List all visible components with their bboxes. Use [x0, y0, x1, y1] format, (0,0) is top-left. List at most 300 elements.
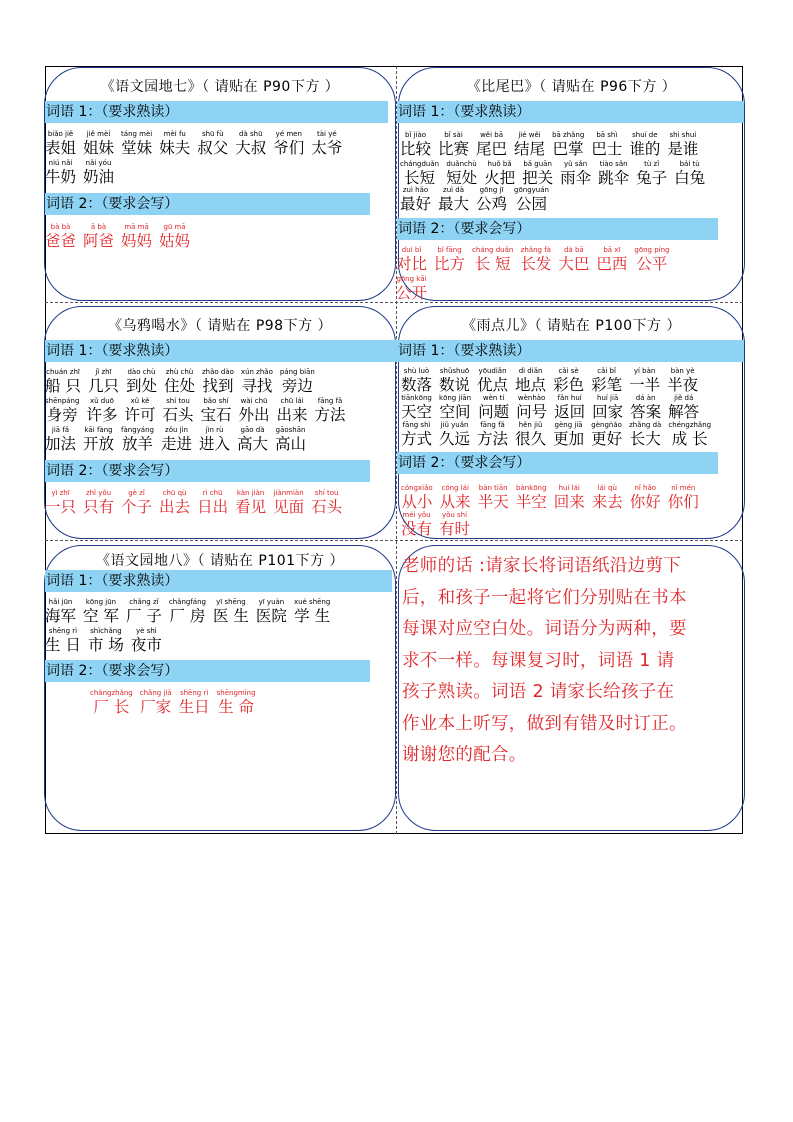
word-pinyin: chū lái: [280, 397, 304, 405]
word-item: [140, 689, 172, 719]
word-item: [560, 160, 591, 190]
word-pinyin: bànkōng: [516, 484, 547, 492]
word-pinyin: fāng fǎ: [480, 421, 505, 429]
word-item: [197, 130, 228, 160]
words1-heading: 词语 1：（要求熟读）: [45, 101, 388, 123]
word-pinyin: táng mèi: [121, 130, 153, 138]
note-line: 孩子熟读。词语 2 请家长给孩子在: [402, 682, 675, 702]
word-item: [554, 394, 585, 424]
word-pinyin: shí tou: [166, 397, 190, 405]
word-hanzi: 高大: [237, 435, 269, 453]
word-hanzi: 彩色: [553, 376, 585, 394]
word-pinyin: jǐ zhī: [95, 368, 112, 376]
word-item: [591, 131, 622, 161]
word-item: [121, 489, 152, 519]
word-pinyin: bā zhǎng: [552, 131, 585, 139]
word-hanzi: 把关: [522, 169, 554, 187]
word-hanzi: 加法: [45, 435, 77, 453]
word-item: [558, 246, 589, 276]
word-pinyin: yí bàn: [633, 367, 656, 375]
word-item: [552, 131, 584, 161]
card-title: 《雨点儿》（ 请贴在 P100下方 ）: [461, 318, 681, 334]
word-row: [45, 368, 322, 398]
word-pinyin: zhǎo dào: [201, 368, 234, 376]
word-pinyin: zhù chù: [165, 368, 194, 376]
word-hanzi: 爷们: [273, 139, 305, 157]
word-pinyin: gèng jiā: [554, 421, 583, 429]
word-hanzi: 到处: [125, 377, 157, 395]
word-hanzi: 姑妈: [159, 232, 191, 250]
note-line: 后，和孩子一起将它们分别贴在书本: [402, 587, 687, 608]
word-pinyin: zhǎng dà: [629, 421, 662, 429]
word-item: [45, 223, 76, 253]
word-hanzi: 石头: [311, 498, 343, 516]
word-hanzi: 外出: [238, 406, 270, 424]
word-hanzi: 谁的: [629, 140, 661, 158]
word-item: [161, 426, 192, 456]
word-hanzi: 结尾: [514, 140, 546, 158]
word-item: [126, 368, 157, 398]
word-item: [45, 130, 76, 160]
word-hanzi: 姐妹: [83, 139, 115, 157]
word-hanzi: 方法: [477, 430, 509, 448]
word-item: [401, 484, 433, 514]
word-hanzi: 一只: [45, 498, 77, 516]
word-pinyin: bā xī: [603, 246, 621, 254]
word-item: [256, 598, 287, 628]
word-hanzi: 堂妹: [121, 139, 153, 157]
word-item: [83, 223, 114, 253]
word-hanzi: 返回: [554, 403, 586, 421]
word-hanzi: 问题: [478, 403, 510, 421]
word-hanzi: 船 只: [45, 377, 81, 395]
word-item: [294, 598, 330, 628]
word-pinyin: kàn jiàn: [236, 489, 265, 497]
word-item: [45, 627, 81, 657]
words2-heading: 词语 2：（要求会写）: [397, 218, 718, 240]
word-pinyin: mā mā: [124, 223, 149, 231]
word-pinyin: cóng lái: [441, 484, 469, 492]
word-hanzi: 天空: [401, 403, 433, 421]
word-pinyin: yī shēng: [216, 598, 246, 606]
word-item: [439, 511, 470, 541]
word-row: [396, 275, 434, 305]
word-row: [45, 627, 169, 657]
word-item: [121, 130, 152, 160]
word-item: [239, 397, 270, 427]
word-pinyin: jié wěi: [518, 131, 541, 139]
word-row: [401, 367, 705, 397]
words2-heading: 词语 2：（要求会写）: [45, 660, 370, 682]
word-item: [396, 246, 427, 276]
word-pinyin: dá àn: [635, 394, 656, 402]
word-item: [90, 689, 133, 719]
word-pinyin: yōudiǎn: [478, 367, 507, 375]
word-hanzi: 尾巴: [476, 140, 508, 158]
word-pinyin: gōng píng: [634, 246, 670, 254]
word-hanzi: 厂家: [140, 698, 172, 716]
word-pinyin: shí tou: [314, 489, 339, 497]
word-hanzi: 放羊: [122, 435, 154, 453]
word-pinyin: méi yǒu: [402, 511, 431, 519]
word-pinyin: cǎi sè: [558, 367, 579, 375]
word-hanzi: 个子: [121, 498, 153, 516]
word-pinyin: jìn rù: [205, 426, 224, 434]
word-item: [514, 186, 549, 216]
word-hanzi: 比方: [434, 255, 466, 273]
word-item: [45, 159, 76, 189]
word-pinyin: zuì dà: [443, 186, 465, 194]
word-pinyin: kāi fàng: [84, 426, 113, 434]
word-item: [88, 368, 119, 398]
word-row: [90, 689, 263, 719]
word-row: [400, 186, 556, 216]
word-item: [88, 627, 124, 657]
word-item: [83, 489, 114, 519]
word-pinyin: lái qù: [597, 484, 617, 492]
word-item: [86, 397, 117, 427]
word-hanzi: 进入: [199, 435, 231, 453]
word-item: [553, 421, 584, 451]
word-hanzi: 来去: [591, 493, 623, 511]
word-pinyin: tài yé: [316, 130, 337, 138]
words1-heading: 词语 1：（要求熟读）: [397, 101, 744, 123]
word-hanzi: 医 生: [212, 607, 249, 625]
word-pinyin: chǎngzhǎng: [90, 689, 133, 697]
word-hanzi: 许可: [124, 406, 156, 424]
word-pinyin: gāoshān: [275, 426, 306, 434]
word-item: [553, 367, 584, 397]
word-row: [401, 484, 706, 514]
word-item: [126, 598, 162, 628]
word-pinyin: ā bà: [90, 223, 107, 231]
word-row: [45, 598, 337, 628]
word-pinyin: yì zhī: [51, 489, 70, 497]
word-pinyin: duì bǐ: [401, 246, 422, 254]
word-hanzi: 巴掌: [552, 140, 584, 158]
word-hanzi: 地点: [515, 376, 547, 394]
vertical-cut-line: [396, 66, 397, 834]
word-pinyin: hěn jiǔ: [518, 421, 543, 429]
word-pinyin: gāo dà: [240, 426, 265, 434]
word-item: [668, 394, 699, 424]
word-hanzi: 几只: [87, 377, 119, 395]
word-hanzi: 空 军: [83, 607, 119, 625]
word-item: [162, 397, 193, 427]
word-item: [311, 130, 342, 160]
word-item: [591, 367, 622, 397]
word-pinyin: bǐ sài: [444, 131, 463, 139]
word-item: [164, 368, 195, 398]
word-hanzi: 大叔: [235, 139, 267, 157]
word-item: [636, 160, 667, 190]
word-pinyin: rì chū: [202, 489, 223, 497]
word-pinyin: shù luò: [403, 367, 430, 375]
word-hanzi: 公开: [396, 284, 428, 302]
word-hanzi: 妈妈: [121, 232, 153, 250]
word-item: [630, 484, 661, 514]
word-item: [434, 246, 465, 276]
word-hanzi: 数说: [439, 376, 471, 394]
word-pinyin: bà bà: [50, 223, 71, 231]
word-pinyin: bái tù: [679, 160, 700, 168]
word-hanzi: 问号: [516, 403, 548, 421]
word-pinyin: bǎ guān: [523, 160, 552, 168]
word-hanzi: 出来: [276, 406, 308, 424]
word-hanzi: 阿爸: [83, 232, 115, 250]
word-pinyin: gōngyuán: [514, 186, 549, 194]
word-hanzi: 公鸡: [476, 195, 508, 213]
word-pinyin: chángduǎn: [400, 160, 440, 168]
word-hanzi: 高山: [275, 435, 307, 453]
word-pinyin: shì shuí: [669, 131, 697, 139]
word-hanzi: 大巴: [558, 255, 590, 273]
word-hanzi: 你好: [629, 493, 661, 511]
card-title: 《比尾巴》（ 请贴在 P96下方 ）: [466, 79, 677, 95]
word-pinyin: xǔ duō: [89, 397, 114, 405]
word-hanzi: 比较: [400, 140, 432, 158]
word-pinyin: shǔshuō: [439, 367, 470, 375]
word-item: [199, 426, 230, 456]
word-row: [45, 130, 349, 160]
word-hanzi: 雨伞: [560, 169, 592, 187]
word-hanzi: 你们: [667, 493, 699, 511]
word-hanzi: 奶油: [83, 168, 115, 186]
word-pinyin: gèngǹǎo: [591, 421, 622, 429]
word-item: [202, 368, 234, 398]
word-pinyin: zhǎng fà: [520, 246, 551, 254]
word-item: [592, 394, 623, 424]
word-item: [213, 598, 249, 628]
word-pinyin: jiā fǎ: [51, 426, 70, 434]
word-hanzi: 最好: [400, 195, 432, 213]
word-item: [629, 421, 661, 451]
word-pinyin: wěi bā: [480, 131, 503, 139]
word-item: [472, 246, 513, 276]
word-row: [45, 397, 353, 427]
word-hanzi: 更加: [553, 430, 585, 448]
word-pinyin: shēng rì: [48, 627, 78, 635]
word-hanzi: 厂 子: [125, 607, 162, 625]
word-pinyin: fāng fǎ: [317, 397, 343, 405]
words1-heading: 词语 1：（要求熟读）: [397, 340, 744, 362]
word-pinyin: xún zhǎo: [240, 368, 273, 376]
word-item: [440, 484, 471, 514]
word-pinyin: bǐ fāng: [437, 246, 462, 254]
word-item: [131, 627, 162, 657]
horizontal-cut-line-1: [45, 302, 743, 303]
word-item: [478, 484, 509, 514]
word-pinyin: bàn yè: [670, 367, 695, 375]
card-title: 《乌鸦喝水》（ 请贴在 P98下方 ）: [107, 318, 333, 334]
word-pinyin: yè shì: [136, 627, 157, 635]
word-item: [629, 367, 660, 397]
word-item: [45, 426, 76, 456]
word-hanzi: 比赛: [438, 140, 470, 158]
word-hanzi: 空间: [439, 403, 471, 421]
word-item: [554, 484, 585, 514]
word-item: [273, 130, 304, 160]
word-pinyin: biǎo jiě: [47, 130, 74, 138]
word-hanzi: 长大: [629, 430, 661, 448]
word-hanzi: 成 长: [671, 430, 708, 448]
word-hanzi: 身旁: [46, 406, 78, 424]
word-pinyin: shēngmìng: [216, 689, 256, 697]
word-hanzi: 没有: [401, 520, 433, 538]
word-pinyin: chuán zhī: [46, 368, 80, 376]
word-hanzi: 长发: [520, 255, 552, 273]
word-item: [401, 511, 432, 541]
word-hanzi: 只有: [83, 498, 115, 516]
word-pinyin: gōng kāi: [396, 275, 427, 283]
word-item: [275, 426, 306, 456]
word-hanzi: 解答: [668, 403, 700, 421]
word-hanzi: 白兔: [674, 169, 706, 187]
word-hanzi: 学 生: [294, 607, 331, 625]
word-pinyin: bǐ jiào: [404, 131, 427, 139]
word-row: [45, 223, 197, 253]
word-pinyin: nǐ hǎo: [634, 484, 657, 492]
word-item: [477, 421, 508, 451]
word-pinyin: chéngzhǎng: [668, 421, 712, 429]
word-item: [516, 394, 547, 424]
word-item: [273, 489, 304, 519]
word-hanzi: 日出: [197, 498, 229, 516]
word-pinyin: chǎng zǐ: [129, 598, 159, 606]
word-item: [315, 397, 346, 427]
word-pinyin: zǒu jìn: [165, 426, 188, 434]
word-pinyin: jiě dá: [674, 394, 694, 402]
word-item: [235, 489, 266, 519]
word-hanzi: 公平: [636, 255, 668, 273]
word-item: [400, 131, 431, 161]
word-hanzi: 公园: [516, 195, 548, 213]
word-item: [520, 246, 551, 276]
word-hanzi: 从小: [401, 493, 433, 511]
word-hanzi: 短处: [446, 169, 478, 187]
word-hanzi: 住处: [163, 377, 195, 395]
word-item: [401, 394, 432, 424]
word-pinyin: yī yuàn: [258, 598, 285, 606]
word-item: [201, 397, 232, 427]
word-item: [516, 484, 547, 514]
word-item: [45, 397, 79, 427]
word-item: [634, 246, 669, 276]
word-item: [667, 131, 698, 161]
word-item: [400, 186, 431, 216]
word-hanzi: 生日: [178, 698, 210, 716]
word-hanzi: 跳伞: [598, 169, 630, 187]
horizontal-cut-line-2: [45, 540, 743, 541]
word-item: [197, 489, 228, 519]
word-pinyin: fāng shì: [402, 421, 431, 429]
word-pinyin: zuì hǎo: [402, 186, 429, 194]
word-item: [629, 131, 660, 161]
note-line: 每课对应空白处。词语分为两种，要: [402, 619, 687, 639]
word-item: [45, 489, 76, 519]
word-item: [280, 368, 315, 398]
word-pinyin: shēnpáng: [45, 397, 80, 405]
word-item: [630, 394, 661, 424]
word-row: [45, 489, 349, 519]
word-pinyin: chǎngfáng: [168, 598, 206, 606]
word-hanzi: 生 日: [45, 636, 81, 654]
word-hanzi: 开放: [83, 435, 115, 453]
word-row: [45, 426, 313, 456]
word-item: [124, 397, 155, 427]
word-item: [45, 598, 76, 628]
word-item: [668, 421, 711, 451]
word-hanzi: 宝石: [200, 406, 232, 424]
word-pinyin: bā shì: [596, 131, 618, 139]
word-pinyin: tiào sǎn: [599, 160, 628, 168]
word-hanzi: 答案: [630, 403, 662, 421]
word-pinyin: dào chù: [127, 368, 156, 376]
word-pinyin: yǔ sǎn: [564, 160, 588, 168]
word-pinyin: xǔ kě: [130, 397, 150, 405]
word-hanzi: 是谁: [667, 140, 699, 158]
word-pinyin: kōng jūn: [85, 598, 117, 606]
word-item: [159, 489, 190, 519]
card-title: 《语文园地七》（ 请贴在 P90下方 ）: [100, 79, 340, 95]
word-pinyin: fàngyáng: [121, 426, 154, 434]
word-pinyin: kōng jiān: [439, 394, 472, 402]
word-item: [592, 484, 623, 514]
word-hanzi: 巴西: [596, 255, 628, 273]
word-item: [439, 367, 470, 397]
word-hanzi: 很久: [515, 430, 547, 448]
word-item: [476, 186, 507, 216]
word-hanzi: 对比: [396, 255, 428, 273]
word-hanzi: 方法: [314, 406, 346, 424]
word-pinyin: gōng jī: [479, 186, 504, 194]
word-pinyin: wài chū: [240, 397, 268, 405]
word-item: [476, 131, 507, 161]
word-item: [83, 159, 114, 189]
word-row: [400, 131, 705, 161]
word-pinyin: jiǔ yuǎn: [440, 421, 469, 429]
words2-heading: 词语 2：（要求会写）: [45, 193, 370, 215]
word-hanzi: 长 短: [474, 255, 511, 273]
word-pinyin: nǎi yóu: [85, 159, 112, 167]
word-item: [159, 130, 190, 160]
word-item: [668, 484, 699, 514]
word-pinyin: yǒu shí: [441, 511, 468, 519]
word-hanzi: 出去: [159, 498, 191, 516]
word-pinyin: fǎn huí: [557, 394, 582, 402]
word-pinyin: chǎng jiā: [139, 689, 172, 697]
teacher-note: [402, 551, 746, 772]
word-row: [401, 421, 718, 451]
word-hanzi: 回来: [553, 493, 585, 511]
word-row: [45, 159, 121, 189]
word-row: [401, 511, 477, 541]
word-item: [477, 367, 508, 397]
word-item: [514, 131, 545, 161]
word-hanzi: 生 命: [218, 698, 255, 716]
word-item: [217, 689, 256, 719]
word-hanzi: 兔子: [636, 169, 668, 187]
word-pinyin: nǐ mén: [671, 484, 696, 492]
word-item: [169, 598, 206, 628]
word-pinyin: huǒ bǎ: [487, 160, 512, 168]
word-hanzi: 爸爸: [45, 232, 77, 250]
word-hanzi: 寻找: [241, 377, 273, 395]
word-hanzi: 半空: [515, 493, 547, 511]
word-pinyin: jiànmiàn: [273, 489, 304, 497]
word-pinyin: dà bā: [564, 246, 584, 254]
word-item: [241, 368, 273, 398]
